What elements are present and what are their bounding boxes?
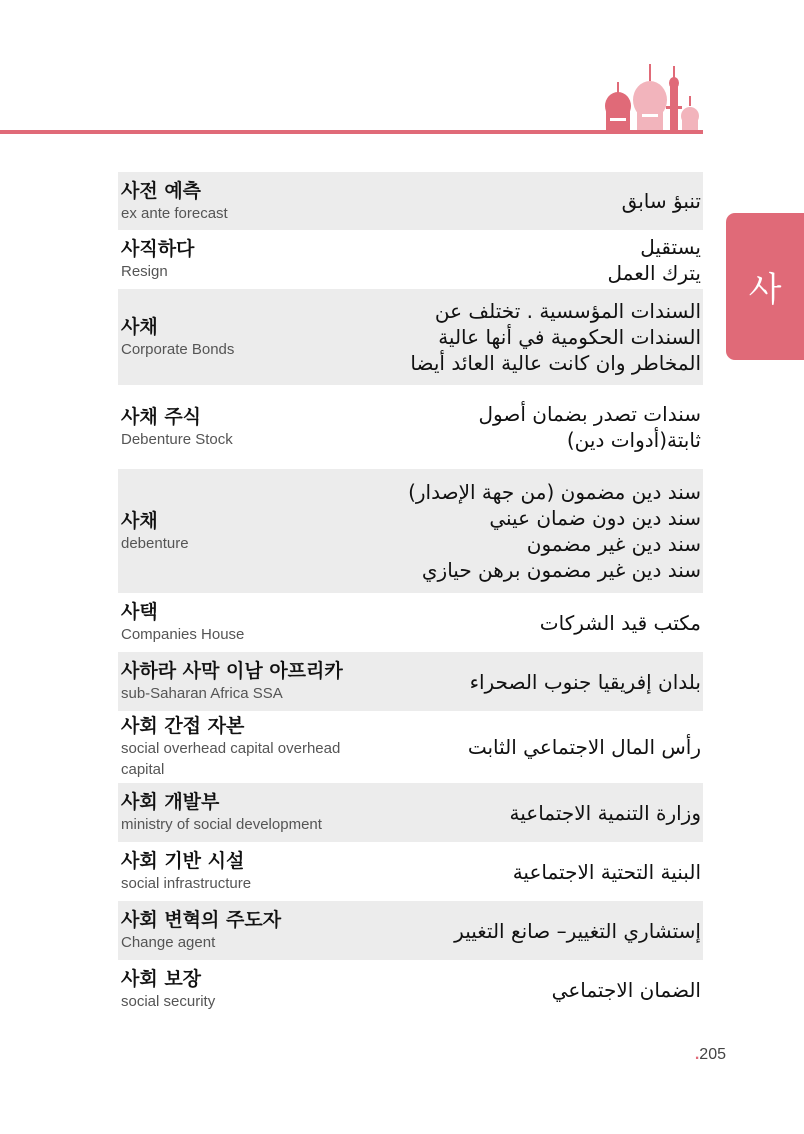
entry-row bbox=[118, 960, 703, 1019]
korean-term: 사회 변혁의 주도자 bbox=[121, 909, 282, 931]
entry-row bbox=[118, 593, 703, 652]
english-term: ministry of social development bbox=[121, 816, 322, 833]
section-letter: 사 bbox=[748, 270, 782, 310]
arabic-term: بلدان إفريقيا جنوب الصحراء bbox=[469, 669, 701, 694]
korean-term: 사채 주식 bbox=[121, 405, 202, 428]
korean-term: 사회 개발부 bbox=[121, 791, 220, 813]
english-term: sub-Saharan Africa SSA bbox=[121, 685, 283, 702]
arabic-term: إستشاري التغيير– صانع التغيير bbox=[454, 918, 701, 943]
arabic-term: سندات تصدر بضمان أصول ثابتة(أدوات دين) bbox=[478, 402, 701, 452]
english-term: ex ante forecast bbox=[121, 204, 228, 222]
arabic-term: سند دين مضمون (من جهة الإصدار) سند دين دون ضمان عيني سند دين غير مضمون سند دين غير مضمون برهن حيازي bbox=[408, 480, 701, 582]
entry-row bbox=[118, 783, 703, 842]
header-rule bbox=[0, 130, 703, 134]
entry-row bbox=[118, 230, 703, 289]
entry-row bbox=[118, 711, 703, 783]
english-term: Corporate Bonds bbox=[121, 340, 235, 358]
english-term: social overhead capital overhead capital bbox=[121, 740, 341, 778]
english-term: Change agent bbox=[121, 934, 216, 951]
entry-row bbox=[118, 385, 703, 469]
page-number: .205 bbox=[694, 1046, 726, 1063]
english-term: social infrastructure bbox=[121, 875, 252, 892]
korean-term: 사회 보장 bbox=[121, 968, 202, 990]
page-number-dot: . bbox=[694, 1046, 700, 1063]
entry-row bbox=[118, 842, 703, 901]
english-term: Companies House bbox=[121, 626, 245, 643]
korean-term: 사회 기반 시설 bbox=[121, 850, 245, 872]
english-term: social security bbox=[121, 993, 216, 1010]
korean-term: 사직하다 bbox=[121, 238, 195, 260]
entry-row bbox=[118, 469, 703, 593]
korean-term: 사하라 사막 이남 아프리카 bbox=[121, 660, 343, 682]
english-term: debenture bbox=[121, 534, 189, 552]
entry-row bbox=[118, 289, 703, 385]
korean-term: 사회 간접 자본 bbox=[121, 715, 245, 737]
arabic-term: وزارة التنمية الاجتماعية bbox=[509, 800, 701, 825]
entry-row bbox=[118, 652, 703, 711]
arabic-term: السندات المؤسسية . تختلف عن السندات الحكومية في أنها عالية المخاطر وان كانت عالية العائد أيضا bbox=[410, 299, 701, 375]
section-tab bbox=[726, 213, 804, 360]
arabic-term: البنية التحتية الاجتماعية bbox=[512, 859, 701, 884]
glossary-list bbox=[118, 172, 703, 1019]
korean-term: 사채 bbox=[121, 315, 158, 338]
arabic-term: مكتب قيد الشركات bbox=[539, 610, 701, 635]
arabic-term: تنبؤ سابق bbox=[621, 189, 701, 213]
mosque-illustration bbox=[600, 56, 704, 134]
english-term: Resign bbox=[121, 263, 168, 280]
arabic-term: رأس المال الاجتماعي الثابت bbox=[467, 735, 701, 759]
arabic-term: يستقيل يترك العمل bbox=[607, 234, 701, 285]
korean-term: 사전 예측 bbox=[121, 179, 202, 202]
arabic-term: الضمان الاجتماعي bbox=[551, 977, 701, 1002]
english-term: Debenture Stock bbox=[121, 430, 233, 448]
korean-term: 사택 bbox=[121, 601, 158, 623]
entry-row bbox=[118, 172, 703, 230]
entry-row bbox=[118, 901, 703, 960]
korean-term: 사채 bbox=[121, 509, 158, 532]
